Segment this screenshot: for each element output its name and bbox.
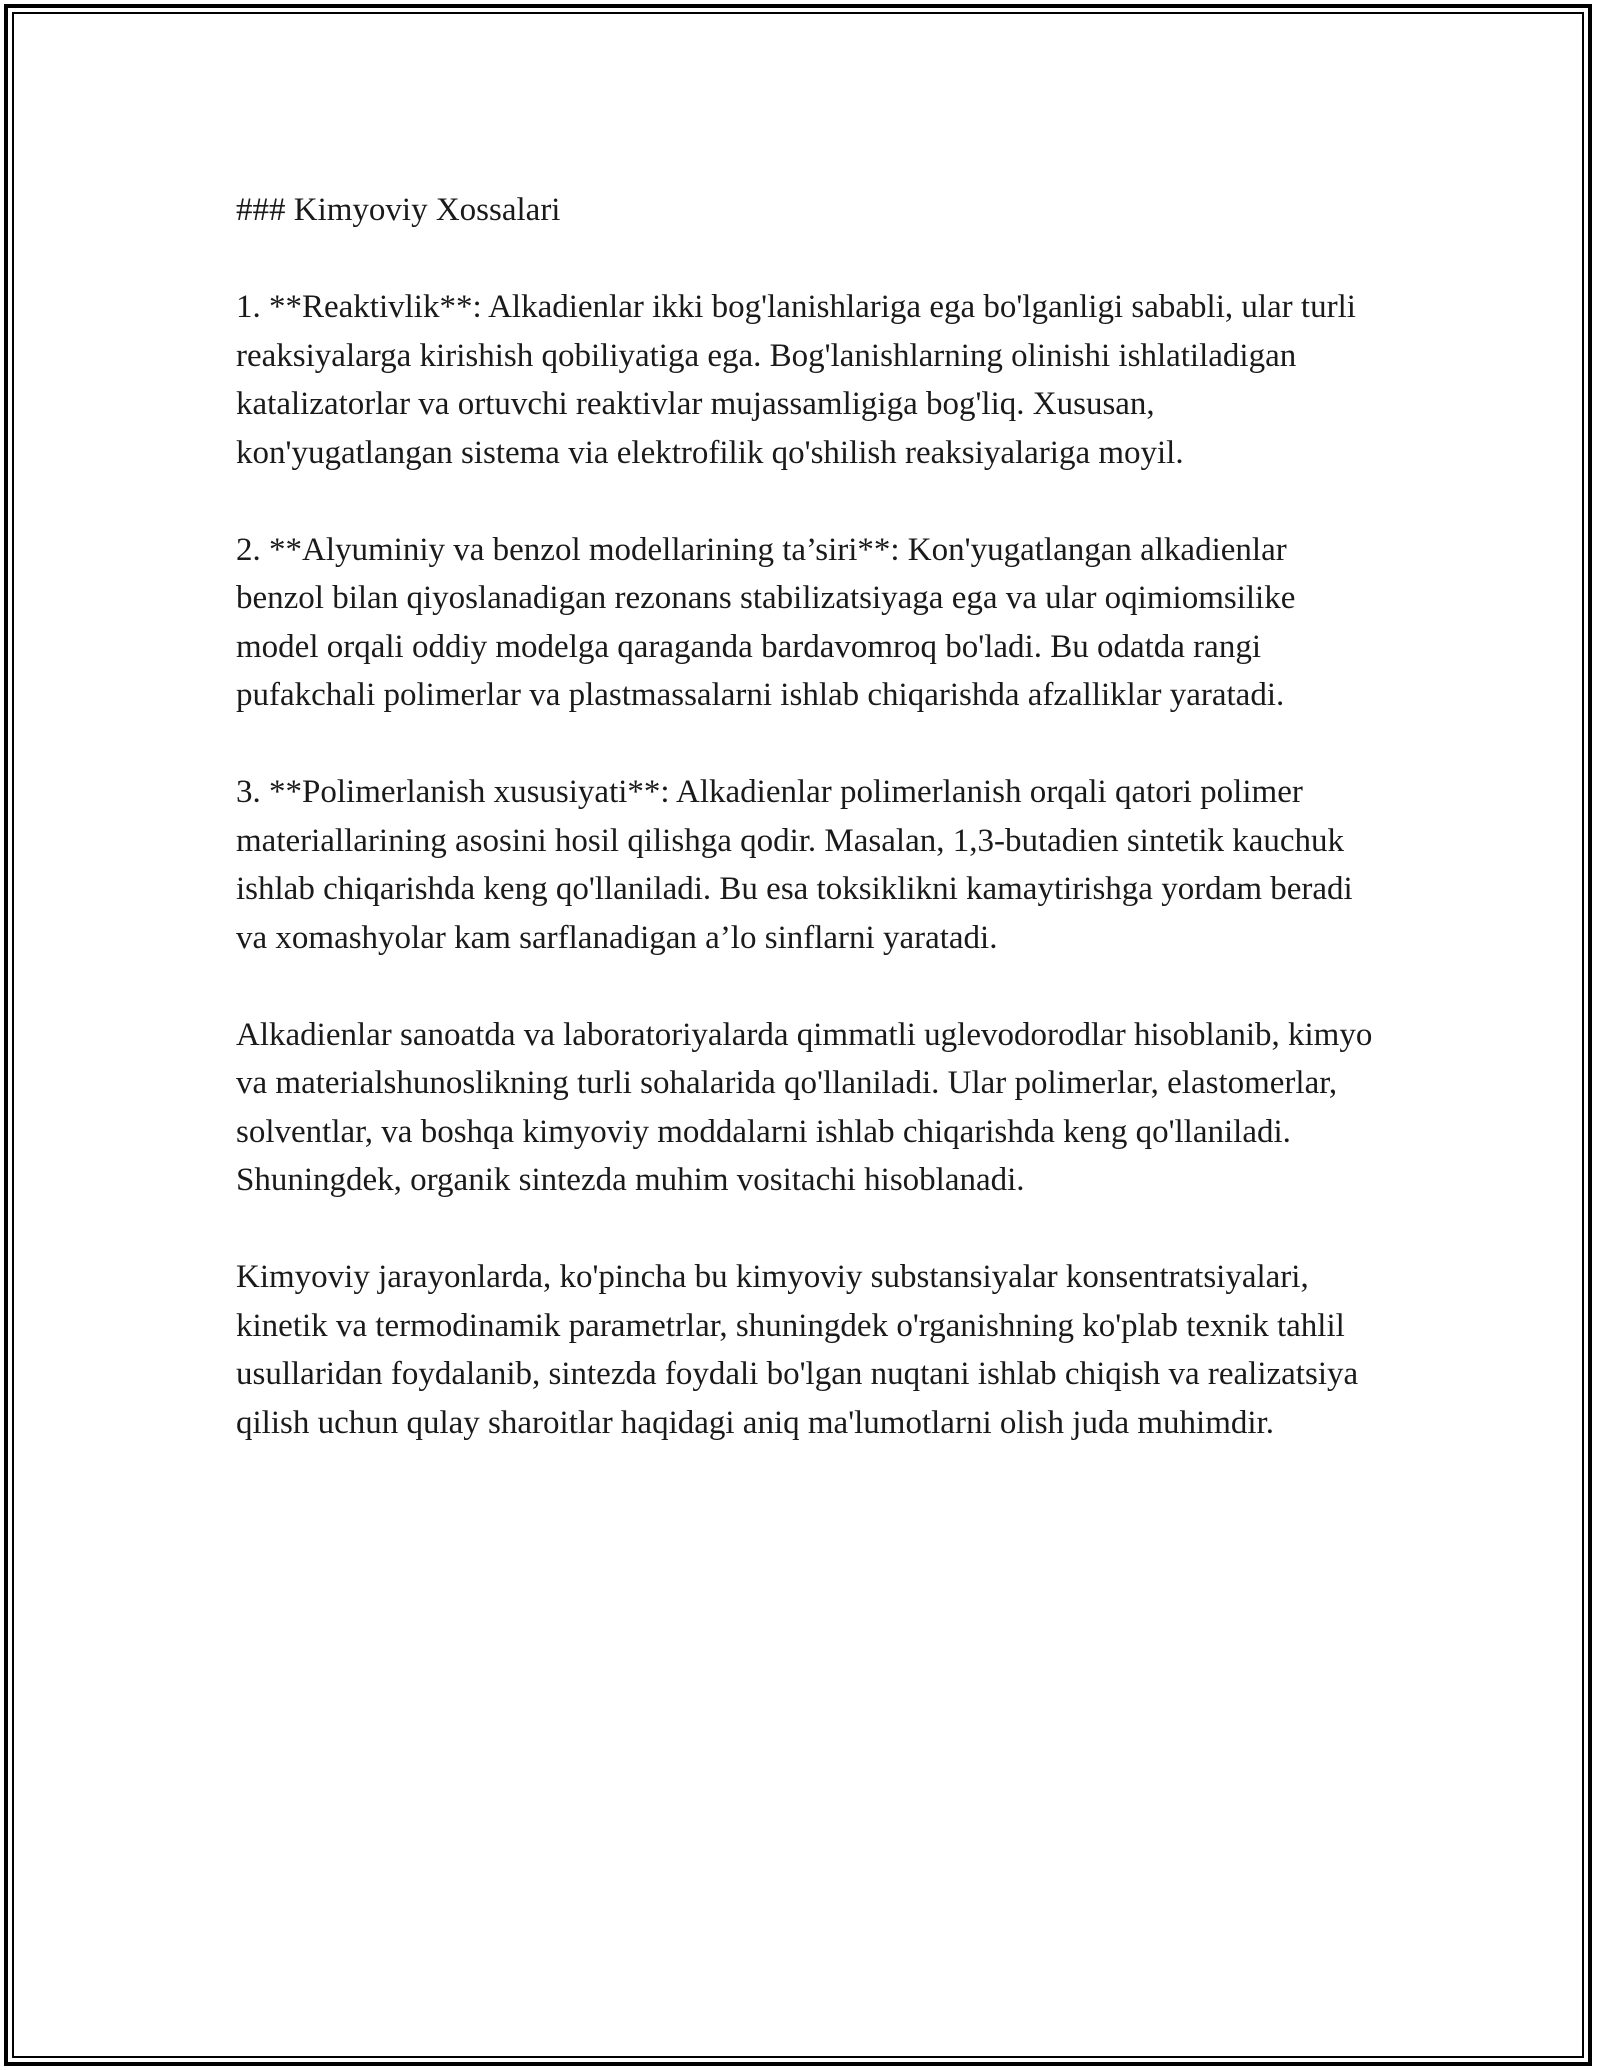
paragraph-polymerization: 3. **Polimerlanish xususiyati**: Alkadienlar polimerlanish orqali qatori polimer materiallarining asosini hosil qilishga qodir. Masalan, 1,3-butadien sintetik kauchuk ishlab chiqarishda keng qo'llaniladi. Bu esa toksiklikni kamaytirishga yordam beradi va xomashyolar kam sarflanadigan a’lo sinflarni yaratadi. (236, 774, 1353, 956)
paragraph-benzene-models: 2. **Alyuminiy va benzol modellarining ta’siri**: Kon'yugatlangan alkadienlar benzol bilan qiyoslanadigan rezonans stabilizatsiyaga ega va ular oqimiomsilike model orqali oddiy modelga qaraganda bardavomroq bo'ladi. Bu odatda rangi pufakchali polimerlar va plastmassalarni ishlab chiqarishda afzalliklar yaratadi. (236, 531, 1296, 713)
section-heading: ### Kimyoviy Xossalari (236, 192, 561, 228)
document-body (236, 186, 1376, 1496)
paragraph-industry-usage: Alkadienlar sanoatda va laboratoriyalarda qimmatli uglevodorodlar hisoblanib, kimyo va materialshunoslikning turli sohalarida qo'llaniladi. Ular polimerlar, elastomerlar, solventlar, va boshqa kimyoviy moddalarni ishlab chiqarishda keng qo'llaniladi. Shuningdek, organik sintezda muhim vositachi hisoblanadi. (236, 1016, 1373, 1198)
paragraph-chemical-processes: Kimyoviy jarayonlarda, ko'pincha bu kimyoviy substansiyalar konsentratsiyalari, kinetik va termodinamik parametrlar, shuningdek o'rganishning ko'plab texnik tahlil usullaridan foydalanib, sintezda foydali bo'lgan nuqtani ishlab chiqish va realizatsiya qilish uchun qulay sharoitlar haqidagi aniq ma'lumotlarni olish juda muhimdir. (236, 1259, 1359, 1441)
paragraph-reactivity: 1. **Reaktivlik**: Alkadienlar ikki bog'lanishlariga ega bo'lganligi sababli, ular turli reaksiyalarga kirishish qobiliyatiga ega. Bog'lanishlarning olinishi ishlatiladigan katalizatorlar va ortuvchi reaktivlar mujassamligiga bog'liq. Xususan, kon'yugatlangan sistema via elektrofilik qo'shilish reaksiyalariga moyil. (236, 289, 1356, 471)
